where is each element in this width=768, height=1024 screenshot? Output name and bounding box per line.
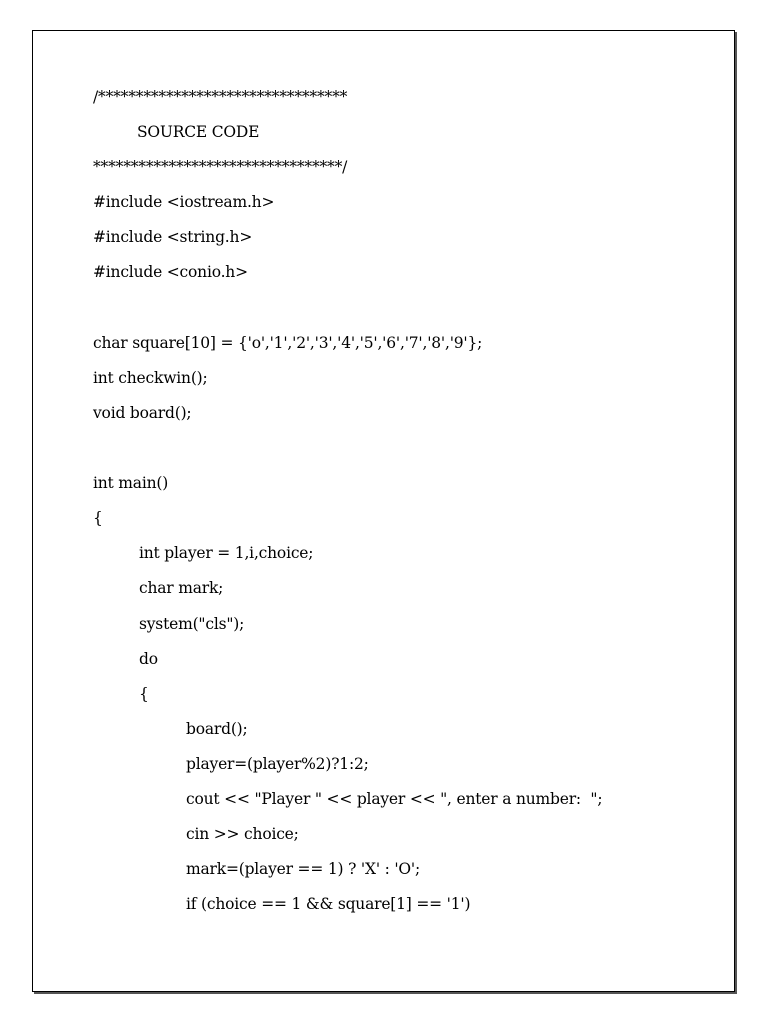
code-line: void board(); (93, 404, 192, 422)
include-line: #include <string.h> (93, 228, 253, 246)
code-line: do (139, 650, 158, 668)
comment-close-line: *********************************/ (93, 158, 348, 176)
code-line: cin >> choice; (186, 825, 299, 843)
code-line: { (139, 685, 149, 703)
code-line: int checkwin(); (93, 369, 208, 387)
code-line: mark=(player == 1) ? 'X' : 'O'; (186, 860, 421, 878)
code-line: board(); (186, 720, 248, 738)
code-line: char square[10] = {'o','1','2','3','4','5','6','7','8','9'}; (93, 334, 483, 352)
code-line: char mark; (139, 579, 224, 597)
code-line: if (choice == 1 && square[1] == '1') (186, 895, 471, 913)
code-line: player=(player%2)?1:2; (186, 755, 369, 773)
comment-open-line: /********************************* (93, 88, 348, 106)
code-line: { (93, 509, 103, 527)
include-line: #include <conio.h> (93, 263, 248, 281)
code-line: cout << "Player " << player << ", enter a number: "; (186, 790, 603, 808)
code-line: int main() (93, 474, 169, 492)
code-line: system("cls"); (139, 615, 245, 633)
include-line: #include <iostream.h> (93, 193, 275, 211)
section-title: SOURCE CODE (137, 123, 260, 141)
code-line: int player = 1,i,choice; (139, 544, 314, 562)
